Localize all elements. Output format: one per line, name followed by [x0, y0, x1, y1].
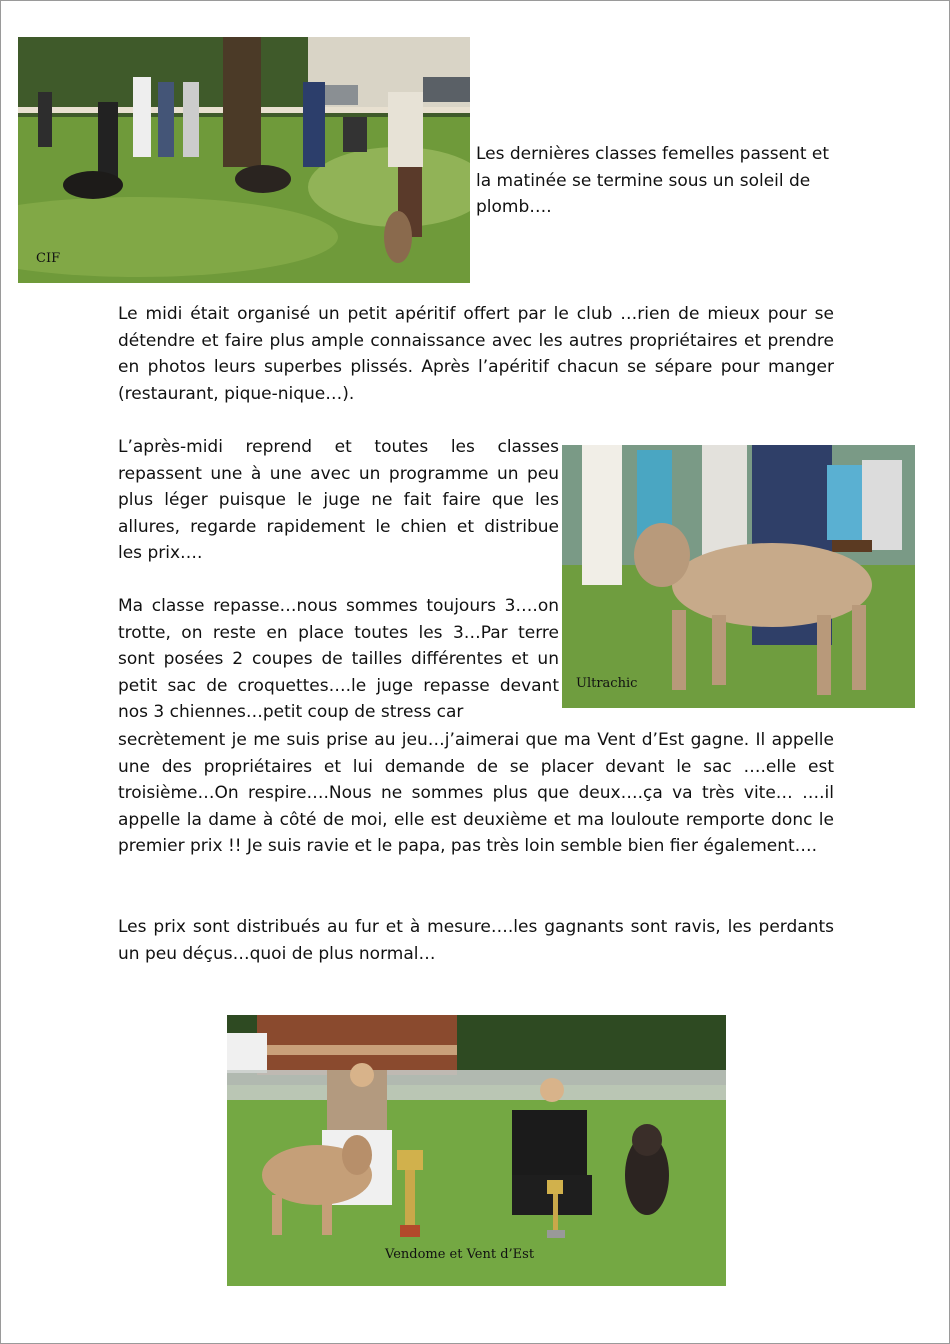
- paragraph-5: Les prix sont distribués au fur et à mesure….les gagnants sont ravis, les perdants un peu déçus…quoi de plus normal…: [118, 917, 834, 964]
- paragraph-3: L’après-midi reprend et toutes les classes repassent une à une avec un programme un peu plus léger puisque le juge ne fait faire que les allures, regarde rapidement le chien et distribue les prix….: [118, 437, 559, 564]
- photo-caption: Vendome et Vent d’Est: [385, 1247, 535, 1262]
- show-ring-photo: [18, 37, 470, 283]
- winners-photo: [227, 1015, 726, 1286]
- paragraph-4-part-1: Ma classe repasse…nous sommes toujours 3….on trotte, on reste en place toutes les 3…Par terre sont posées 2 coupes de tailles différentes et un petit sac de croquettes….le juge repasse devant nos 3 chiennes…petit coup de stress car: [118, 596, 559, 723]
- photo-caption: Ultrachic: [576, 676, 638, 691]
- paragraph-4-part-2: secrètement je me suis prise au jeu…j’aimerai que ma Vent d’Est gagne. Il appelle une des propriétaires et lui demande de se placer devant le sac ….elle est troisième…On respire….Nous ne sommes plus que deux….ça va très vite… ….il appelle la dame à côté de moi, elle est deuxième et ma louloute remporte donc le premier prix !! Je suis ravie et le papa, pas très loin semble bien fier également….: [118, 730, 834, 857]
- photo-caption: CIF: [36, 251, 61, 266]
- paragraph-1: Les dernières classes femelles passent et la matinée se termine sous un soleil de plomb….: [476, 144, 830, 218]
- paragraph-2: Le midi était organisé un petit apéritif offert par le club …rien de mieux pour se détendre et faire plus ample connaissance avec les autres propriétaires et prendre en photos leurs superbes plissés. Après l’apéritif chacun se sépare pour manger (restaurant, pique-nique…).: [118, 304, 834, 404]
- sharpei-standing-photo: [562, 445, 915, 708]
